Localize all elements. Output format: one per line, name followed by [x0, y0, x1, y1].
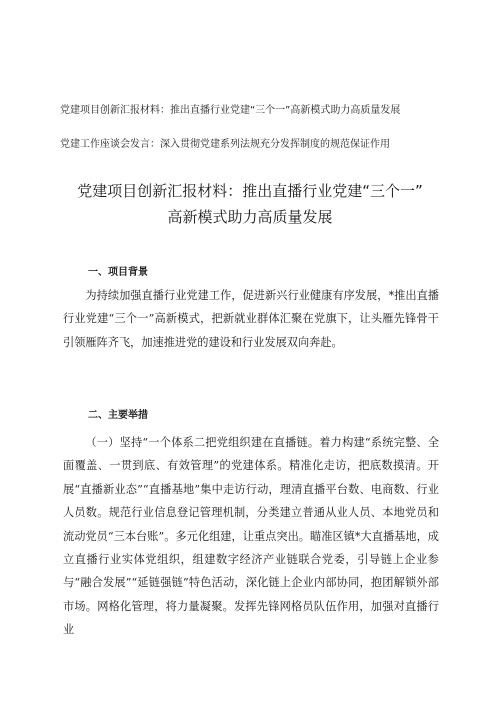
- paragraph-measures: （一）坚持“一个体系二把党组织建在直播链。着力构建“系统完整、全面覆盖、一贯到底、有效管理”的党建体系。精准化走访，把底数摸清。开展“直播新业态”“直播基地”集中走访行动，理清直播平台数、电商数、行业人员数。规范行业信息登记管理机制，分类建立普通从业人员、本地党员和流动党员“三本台账”。多元化组建，让重点突出。瞄准区镇*大直播基地，成立直播行业实体党组织，组建数字经济产业链联合党委，引导链上企业参与“融合发展”“延链强链”特色活动，深化链上企业内部协同，抱团解锁外部市场。网格化管理，将力量凝聚。发挥先锋网格员队伍作用，加强对直播行业: [63, 436, 439, 637]
- title-line-1: 党建项目创新汇报材料：推出直播行业党建“三个一”: [77, 182, 423, 200]
- toc-item-2: 党建工作座谈会发言：深入贯彻党建系列法规充分发挥制度的规范保证作用: [60, 139, 390, 150]
- paragraph-background: 为持续加强直播行业党建工作，促进新兴行业健康有序发展，*推出直播行业党建“三个一”高新模式，把新就业群体汇聚在党旗下，让头雁先锋骨干引领雁阵齐飞，加速推进党的建设和行业发展双向奔赴。: [63, 289, 439, 349]
- toc-item-1: 党建项目创新汇报材料：推出直播行业党建“三个一”高新模式助力高质量发展: [60, 105, 401, 116]
- title-line-2: 高新模式助力高质量发展: [167, 208, 333, 226]
- section-heading-background: 一、项目背景: [88, 267, 148, 278]
- section-heading-measures: 二、主要举措: [88, 410, 148, 421]
